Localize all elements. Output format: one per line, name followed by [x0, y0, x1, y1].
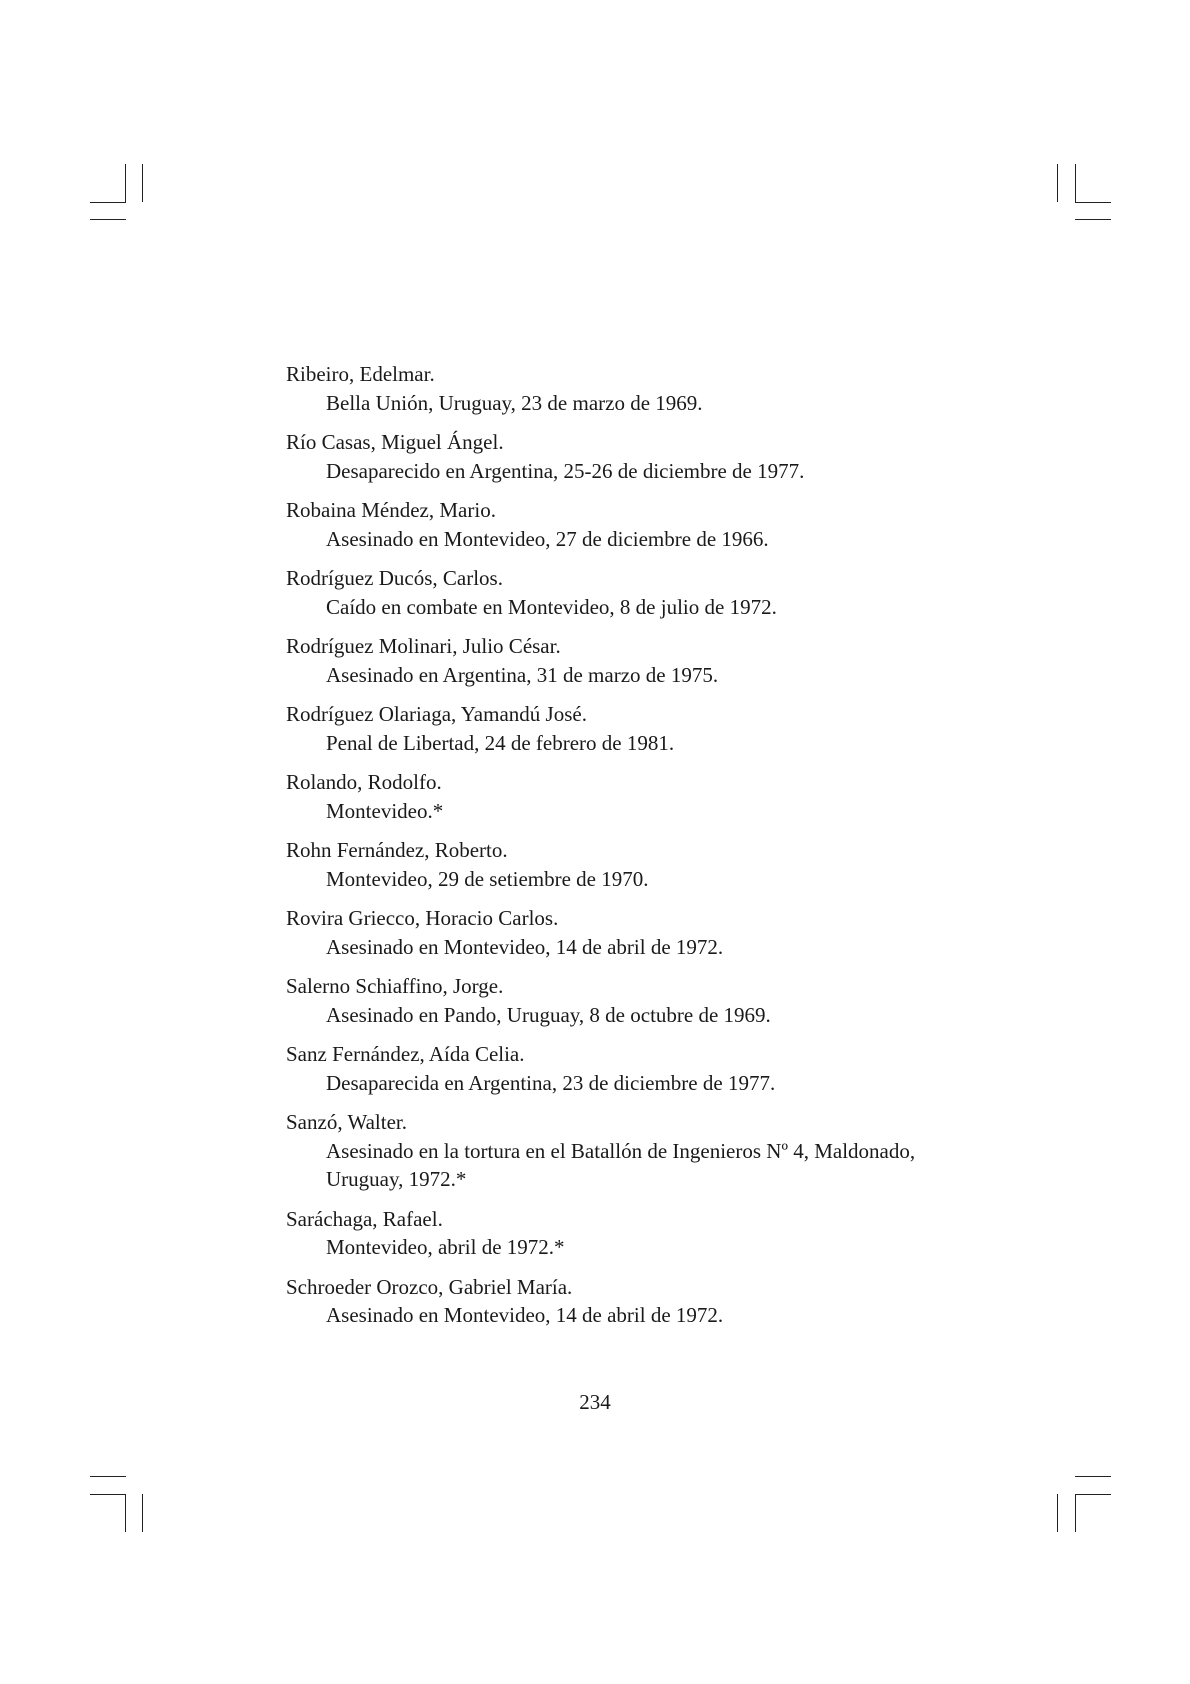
name-list	[286, 360, 926, 1341]
crop-mark	[90, 1476, 126, 1477]
entry-name: Río Casas, Miguel Ángel.	[286, 430, 504, 454]
list-item	[286, 564, 926, 621]
crop-mark	[142, 164, 143, 202]
crop-mark	[1075, 1494, 1076, 1532]
entry-detail: Bella Unión, Uruguay, 23 de marzo de 1969.	[326, 390, 703, 415]
entry-detail: Penal de Libertad, 24 de febrero de 1981.	[326, 730, 675, 755]
entry-name: Rodríguez Ducós, Carlos.	[286, 566, 503, 590]
crop-mark	[1057, 1494, 1058, 1532]
entry-name: Rolando, Rodolfo.	[286, 770, 442, 794]
crop-mark	[142, 1494, 143, 1532]
entry-detail: Montevideo.*	[326, 798, 444, 823]
entry-name: Sanzó, Walter.	[286, 1110, 407, 1134]
list-item	[286, 972, 926, 1029]
list-item	[286, 428, 926, 485]
list-item	[286, 1108, 926, 1194]
list-item	[286, 768, 926, 825]
entry-name: Rodríguez Molinari, Julio César.	[286, 634, 561, 658]
list-item	[286, 496, 926, 553]
entry-name: Ribeiro, Edelmar.	[286, 362, 435, 386]
entry-name: Saráchaga, Rafael.	[286, 1206, 443, 1231]
list-item	[286, 360, 926, 417]
entry-detail: Asesinado en la tortura en el Batallón de Ingenieros Nº 4, Maldonado, Uruguay, 1972.*	[326, 1138, 916, 1191]
entry-name: Schroeder Orozco, Gabriel María.	[286, 1274, 573, 1299]
entry-detail: Desaparecida en Argentina, 23 de diciembre de 1977.	[326, 1070, 776, 1095]
entry-name: Rohn Fernández, Roberto.	[286, 838, 508, 862]
list-item	[286, 1273, 926, 1330]
entry-detail: Asesinado en Montevideo, 14 de abril de 1972.	[326, 934, 724, 959]
crop-mark	[1057, 164, 1058, 202]
entry-detail: Desaparecido en Argentina, 25-26 de diciembre de 1977.	[326, 458, 805, 483]
entry-detail: Asesinado en Montevideo, 14 de abril de 1972.	[326, 1303, 724, 1327]
crop-mark	[90, 202, 126, 203]
crop-mark	[1075, 219, 1111, 220]
entry-detail: Montevideo, abril de 1972.*	[326, 1235, 565, 1259]
list-item	[286, 904, 926, 961]
crop-mark	[1075, 202, 1111, 203]
entry-name: Salerno Schiaffino, Jorge.	[286, 974, 504, 998]
crop-mark	[90, 1494, 126, 1495]
list-item	[286, 700, 926, 757]
entry-detail: Asesinado en Montevideo, 27 de diciembre de 1966.	[326, 526, 769, 551]
list-item	[286, 836, 926, 893]
entry-name: Rovira Griecco, Horacio Carlos.	[286, 906, 559, 930]
crop-mark	[125, 164, 126, 202]
crop-mark	[125, 1494, 126, 1532]
entry-name: Rodríguez Olariaga, Yamandú José.	[286, 702, 587, 726]
entry-name: Robaina Méndez, Mario.	[286, 498, 496, 522]
crop-mark	[1075, 1494, 1111, 1495]
list-item	[286, 1040, 926, 1097]
entry-detail: Asesinado en Pando, Uruguay, 8 de octubre de 1969.	[326, 1002, 771, 1027]
page-number: 234	[579, 1390, 611, 1414]
crop-mark	[1075, 164, 1076, 202]
crop-mark	[90, 219, 126, 220]
crop-mark	[1075, 1476, 1111, 1477]
entry-detail: Montevideo, 29 de setiembre de 1970.	[326, 866, 649, 891]
list-item	[286, 632, 926, 689]
entry-detail: Asesinado en Argentina, 31 de marzo de 1975.	[326, 662, 719, 687]
list-item	[286, 1205, 926, 1262]
entry-name: Sanz Fernández, Aída Celia.	[286, 1042, 525, 1066]
entry-detail: Caído en combate en Montevideo, 8 de julio de 1972.	[326, 594, 777, 619]
